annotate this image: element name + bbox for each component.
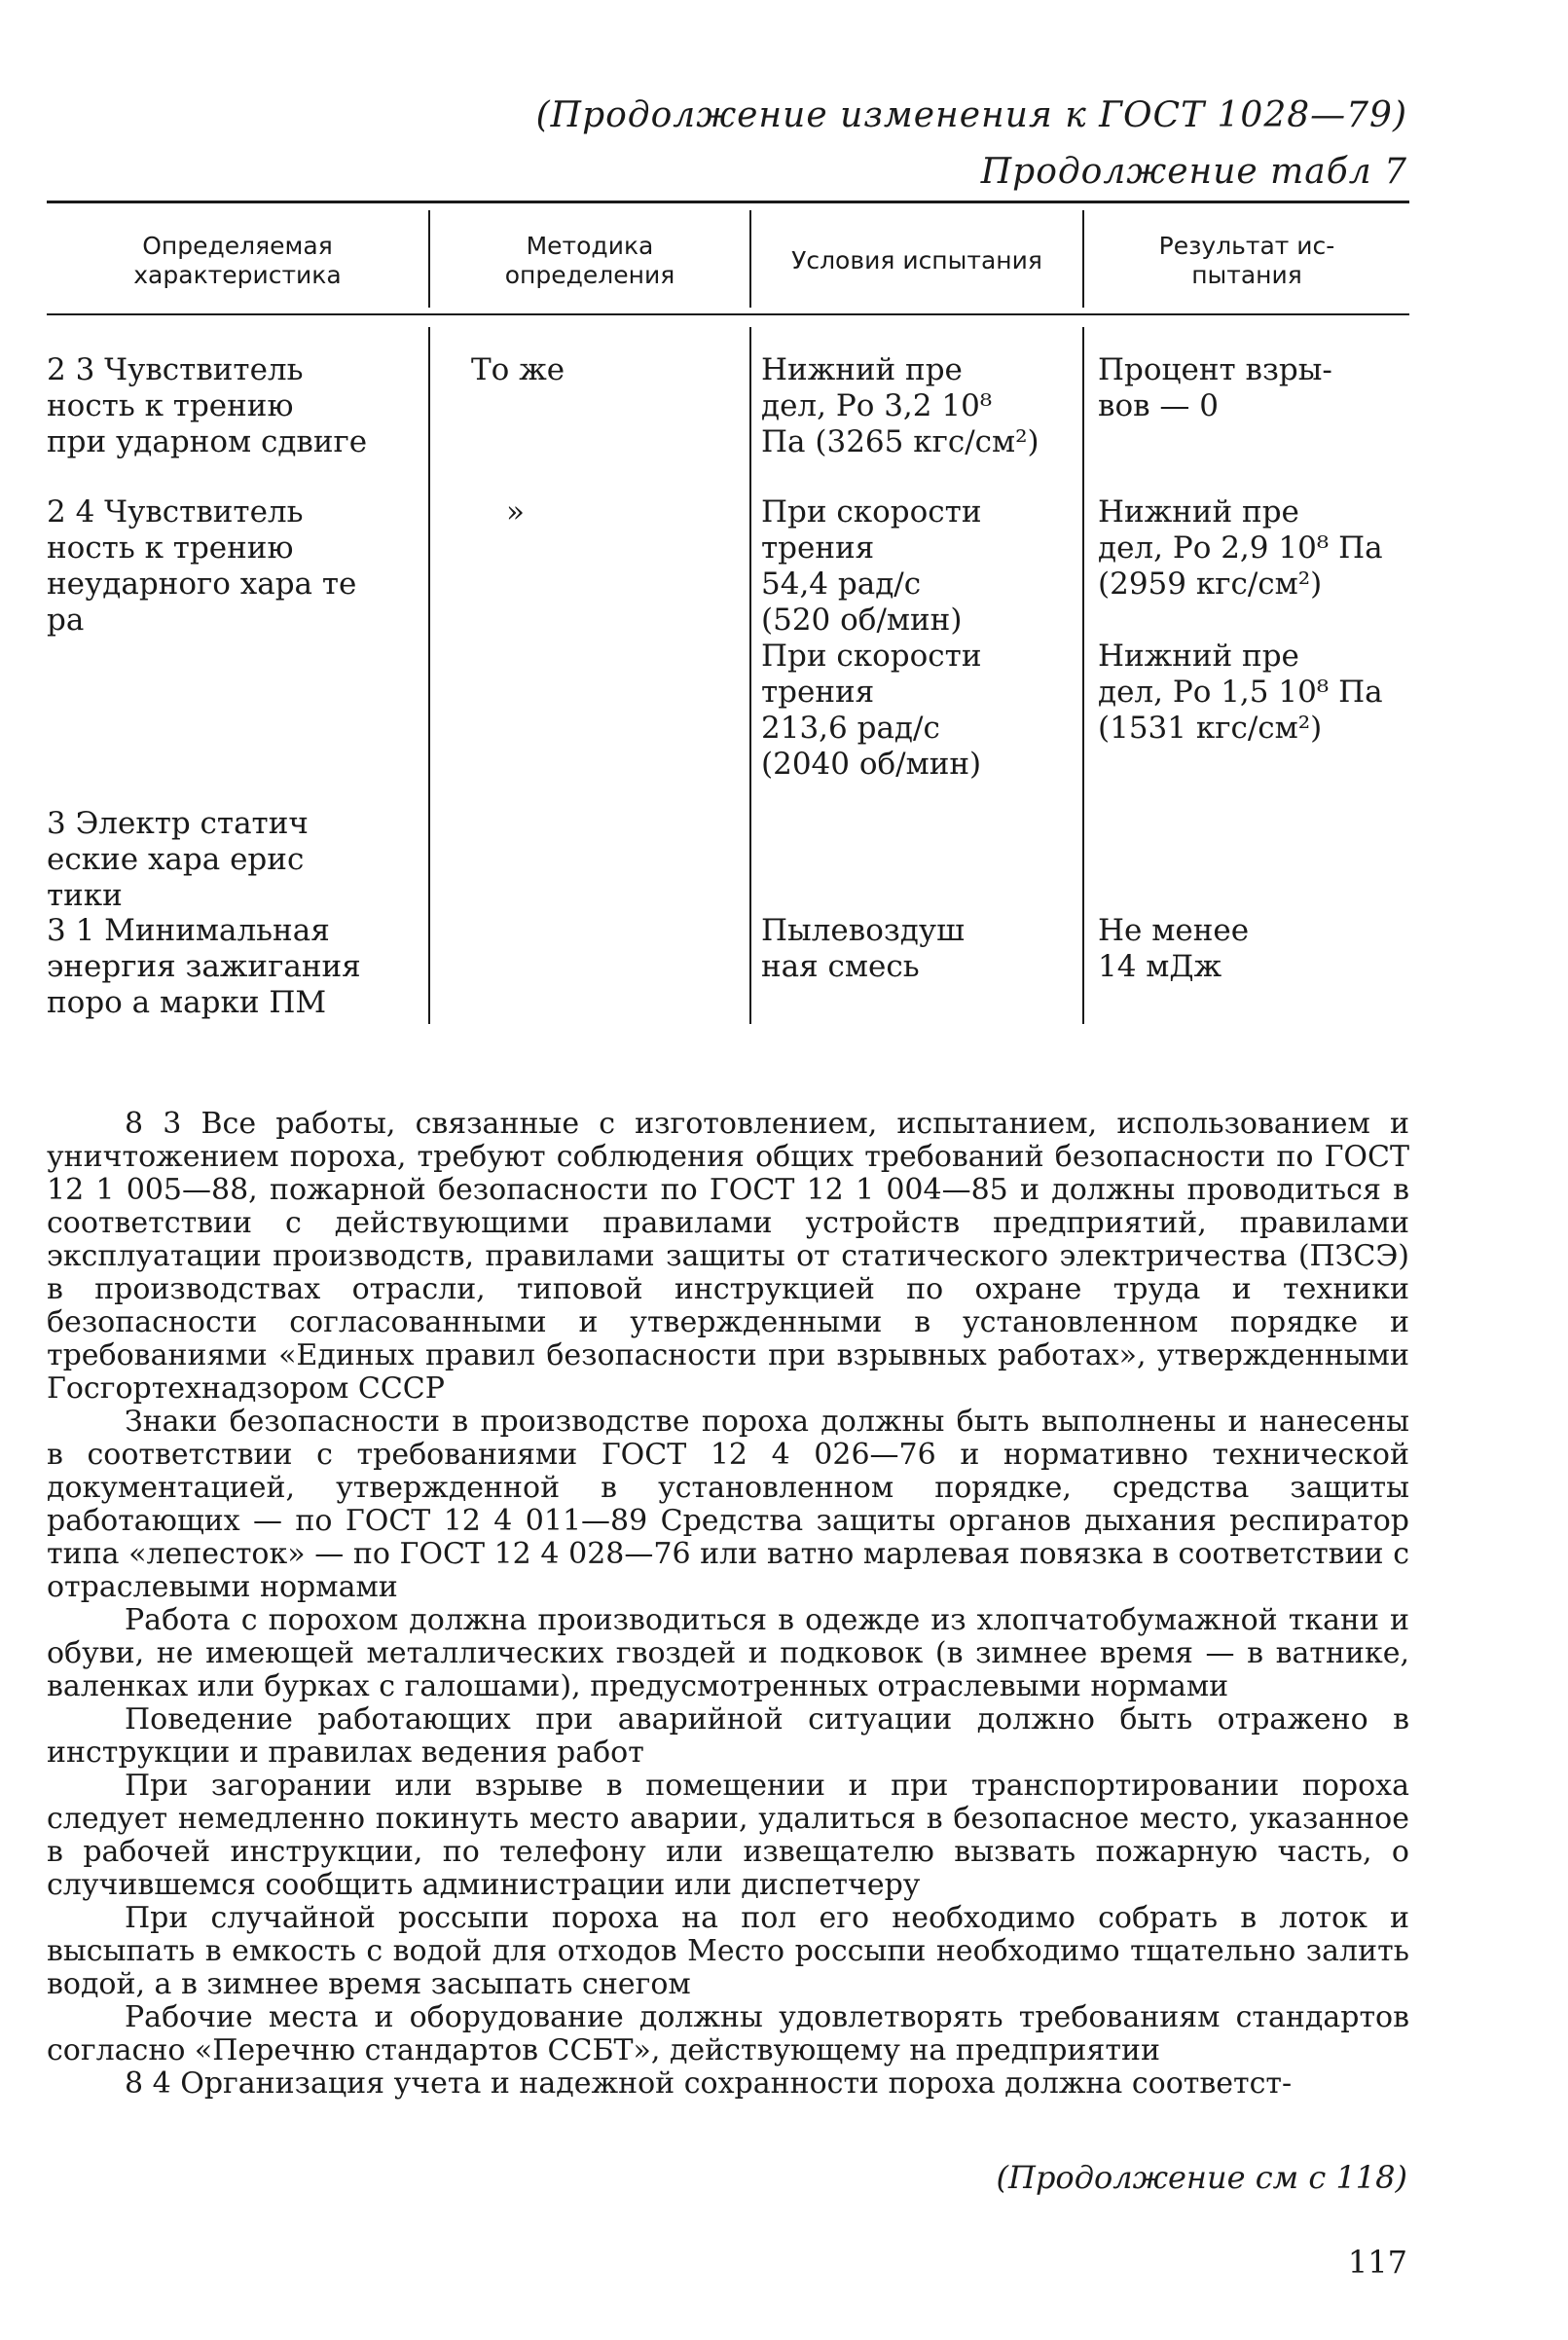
paragraph: 8 3 Все работы, связанные с изготовлением, испытанием, использованием и уничтожением пороха, требуют соблюдения общих требований безопасности по ГОСТ 12 1 005—88, пожарной безопасности по ГОСТ 12 1 004—85 и должны проводиться в соответствии с действующими правилами устройств предприятий, правилами эксплуатации производств, правилами защиты от статического электричества (ПЗСЭ) в производствах отрасли, типовой инструкцией по охране труда и техники безопасности согласованными и утвержденными в установленном порядке и требованиями «Единых правил безопасности при взрывных работах», утвержденными Госгортехнадзором СССР: [47, 1107, 1409, 1406]
column-header: Определяемая характеристика: [133, 232, 342, 289]
table-cell-result: Нижний пре дел, Ро 2,9 10⁸ Па (2959 кгс/см²) Нижний пре дел, Ро 1,5 10⁸ Па (1531 кгс/см²): [1098, 494, 1383, 746]
column-header: Методика определения: [504, 232, 675, 289]
page-number: 117: [1347, 2244, 1407, 2281]
paragraph: Работа с порохом должна производиться в одежде из хлопчатобумажной ткани и обуви, не имеющей металлических гвоздей и подковок (в зимнее время — в ватнике, валенках или бурках с галошами), предусмотренных отраслевыми нормами: [47, 1603, 1409, 1703]
table-cell-method: То же: [471, 352, 565, 387]
table-cell-result: Процент взры- вов — 0: [1098, 352, 1332, 423]
column-header: Условия испытания: [791, 246, 1042, 274]
table-cell-method: »: [506, 494, 525, 530]
paragraph: Поведение работающих при аварийной ситуации должно быть отражено в инструкции и правилах ведения работ: [47, 1702, 1409, 1770]
table-cell-conditions: Пылевоздуш ная смесь: [761, 913, 965, 984]
table-cell-conditions: Нижний пре дел, Ро 3,2 10⁸ Па (3265 кгс/см²): [761, 352, 1039, 459]
paragraph: При случайной россыпи пороха на пол его необходимо собрать в лоток и высыпать в емкость с водой для отходов Место россыпи необходимо тщательно залить водой, а в зимнее время засыпать снегом: [47, 1901, 1409, 2001]
table-header-rule: [47, 313, 1409, 315]
table-continuation-label: Продолжение табл 7: [980, 152, 1407, 192]
column-divider: [749, 327, 751, 1024]
table-cell-result: Не менее 14 мДж: [1098, 913, 1250, 984]
table-cell-characteristic: 3 Электр статич еские хара ерис тики: [47, 806, 309, 913]
column-divider: [1082, 327, 1084, 1024]
continuation-footer: (Продолжение см с 118): [996, 2159, 1407, 2196]
paragraph: При загорании или взрыве в помещении и при транспортировании пороха следует немедленно покинуть место аварии, удалиться в безопасное место, указанное в рабочей инструкции, по телефону или извещателю вызвать пожарную часть, о случившемся сообщить администрации или диспетчеру: [47, 1769, 1409, 1902]
column-header: Результат ис- пытания: [1158, 232, 1335, 289]
paragraph: Рабочие места и оборудование должны удовлетворять требованиям стандартов согласно «Перечню стандартов ССБТ», действующему на предприятии: [47, 2000, 1409, 2067]
table-top-rule: [47, 201, 1409, 203]
table-cell-characteristic: 3 1 Минимальная энергия зажигания поро а марки ПМ: [47, 913, 361, 1020]
continuation-header: (Продолжение изменения к ГОСТ 1028—79): [535, 95, 1407, 135]
table-cell-characteristic: 2 4 Чувствитель ность к трению неударного хара те ра: [47, 494, 357, 638]
body-text: [47, 1108, 1409, 2101]
table-cell-conditions: При скорости трения 54,4 рад/с (520 об/мин) При скорости трения 213,6 рад/с (2040 об/мин): [761, 494, 982, 782]
paragraph: 8 4 Организация учета и надежной сохранности пороха должна соответст-: [125, 2066, 1293, 2101]
paragraph: Знаки безопасности в производстве пороха должны быть выполнены и нанесены в соответствии с требованиями ГОСТ 12 4 026—76 и нормативно технической документацией, утвержденной в установленном порядке, средства защиты работающих — по ГОСТ 12 4 011—89 Средства защиты органов дыхания респиратор типа «лепесток» — по ГОСТ 12 4 028—76 или ватно марлевая повязка в соответствии с отраслевыми нормами: [47, 1405, 1409, 1604]
table-cell-characteristic: 2 3 Чувствитель ность к трению при ударном сдвиге: [47, 352, 368, 459]
column-divider: [428, 327, 430, 1024]
